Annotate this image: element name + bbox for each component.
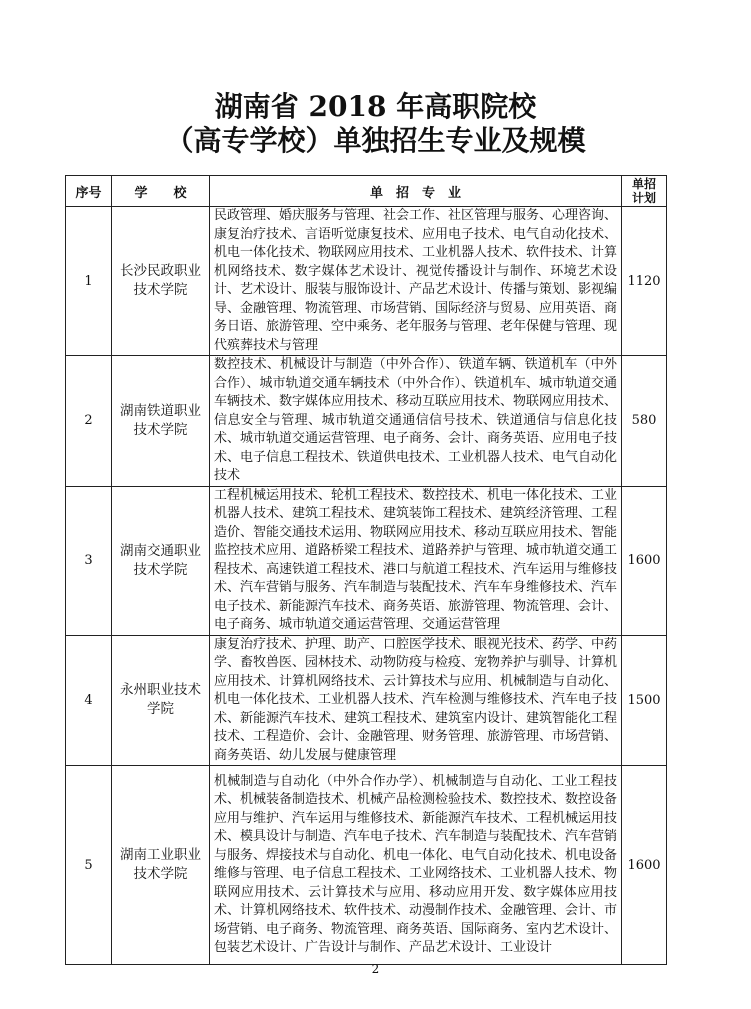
- table-row: [66, 635, 667, 766]
- plan-quota: 1120: [622, 207, 667, 356]
- header-majors: 单 招 专 业: [210, 176, 622, 207]
- admissions-table: [65, 175, 667, 965]
- table-row: [66, 207, 667, 356]
- header-school: 学 校: [112, 176, 210, 207]
- row-number: 3: [66, 486, 112, 635]
- school-name: 湖南工业职业技术学院: [112, 766, 210, 965]
- row-number: 1: [66, 207, 112, 356]
- table-row: [66, 486, 667, 635]
- plan-quota: 1600: [622, 766, 667, 965]
- row-number: 4: [66, 635, 112, 766]
- plan-quota: 580: [622, 356, 667, 487]
- page-title-line2: （高专学校）单独招生专业及规模: [165, 124, 586, 157]
- school-name: 湖南铁道职业技术学院: [112, 356, 210, 487]
- plan-quota: 1600: [622, 486, 667, 635]
- school-name: 永州职业技术学院: [112, 635, 210, 766]
- table-row: [66, 766, 667, 965]
- majors-list: 康复治疗技术、护理、助产、口腔医学技术、眼视光技术、药学、中药学、畜牧兽医、园林技术、动物防疫与检疫、宠物养护与驯导、计算机应用技术、计算机网络技术、云计算技术与应用、机械制造与自动化、机电一体化技术、工业机器人技术、汽车检测与维修技术、汽车电子技术、新能源汽车技术、建筑工程技术、建筑室内设计、建筑智能化工程技术、工程造价、会计、金融管理、财务管理、旅游管理、市场营销、商务英语、幼儿发展与健康管理: [210, 635, 622, 766]
- header-no: 序号: [66, 176, 112, 207]
- majors-list: 民政管理、婚庆服务与管理、社会工作、社区管理与服务、心理咨询、康复治疗技术、言语听觉康复技术、应用电子技术、电气自动化技术、机电一体化技术、物联网应用技术、工业机器人技术、软件技术、计算机网络技术、数字媒体艺术设计、视觉传播设计与制作、环境艺术设计、艺术设计、服装与服饰设计、产品艺术设计、传播与策划、影视编导、金融管理、物流管理、市场营销、国际经济与贸易、应用英语、商务日语、旅游管理、空中乘务、老年服务与管理、老年保健与管理、现代殡葬技术与管理: [210, 207, 622, 356]
- header-plan-line2: 计划: [631, 191, 656, 205]
- majors-list: 数控技术、机械设计与制造（中外合作）、铁道车辆、铁道机车（中外合作）、城市轨道交通车辆技术（中外合作）、铁道机车、城市轨道交通车辆技术、数字媒体应用技术、移动互联应用技术、物联网应用技术、信息安全与管理、城市轨道交通通信信号技术、铁道通信与信息化技术、城市轨道交通运营管理、电子商务、会计、商务英语、应用电子技术、电子信息工程技术、铁道供电技术、工业机器人技术、电气自动化技术: [210, 356, 622, 487]
- row-number: 5: [66, 766, 112, 965]
- school-name: 长沙民政职业技术学院: [112, 207, 210, 356]
- table-row: [66, 356, 667, 487]
- plan-quota: 1500: [622, 635, 667, 766]
- majors-list: 工程机械运用技术、轮机工程技术、数控技术、机电一体化技术、工业机器人技术、建筑工程技术、建筑装饰工程技术、建筑经济管理、工程造价、智能交通技术运用、物联网应用技术、移动互联应用技术、智能监控技术应用、道路桥梁工程技术、道路养护与管理、城市轨道交通工程技术、高速铁道工程技术、港口与航道工程技术、汽车运用与维修技术、汽车营销与服务、汽车制造与装配技术、汽车车身维修技术、汽车电子技术、新能源汽车技术、商务英语、旅游管理、物流管理、会计、电子商务、城市轨道交通运营管理、交通运营管理: [210, 486, 622, 635]
- header-plan: [622, 176, 667, 207]
- page-title-line1: 湖南省 2018 年高职院校: [214, 90, 537, 123]
- school-name: 湖南交通职业技术学院: [112, 486, 210, 635]
- table-header-row: [66, 176, 667, 207]
- header-plan-line1: 单招: [631, 177, 656, 191]
- page-number: 2: [371, 962, 380, 976]
- row-number: 2: [66, 356, 112, 487]
- majors-list: 机械制造与自动化（中外合作办学）、机械制造与自动化、工业工程技术、机械装备制造技术、机械产品检测检验技术、数控技术、数控设备应用与维护、汽车运用与维修技术、新能源汽车技术、工程机械运用技术、模具设计与制造、汽车电子技术、汽车制造与装配技术、汽车营销与服务、焊接技术与自动化、机电一体化、电气自动化技术、机电设备维修与管理、电子信息工程技术、工业网络技术、工业机器人技术、物联网应用技术、云计算技术与应用、移动应用开发、数字媒体应用技术、计算机网络技术、软件技术、动漫制作技术、金融管理、会计、市场营销、电子商务、物流管理、商务英语、国际商务、室内艺术设计、包装艺术设计、广告设计与制作、产品艺术设计、工业设计: [210, 766, 622, 965]
